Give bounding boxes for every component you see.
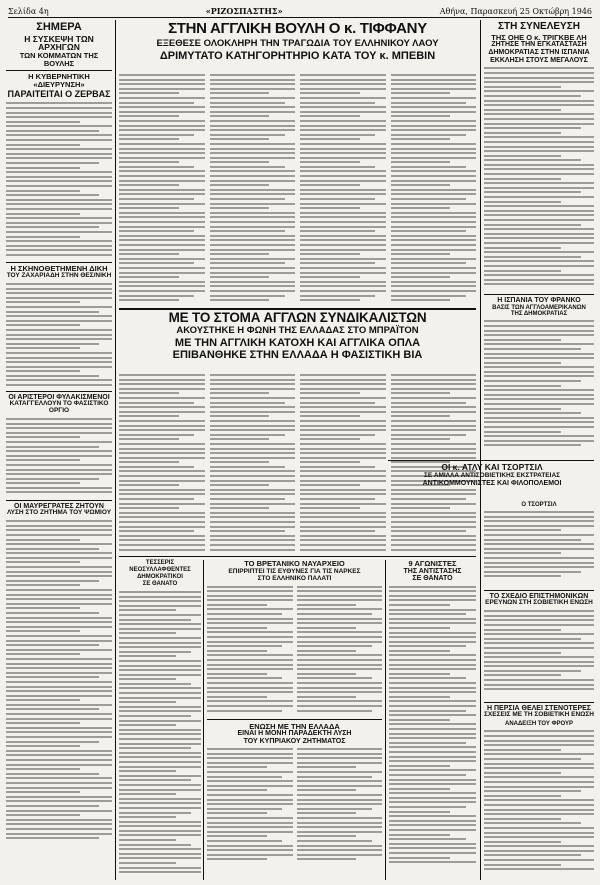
attlee-story bbox=[390, 463, 594, 487]
death-headline-3: ΔΗΜΟΚΡΑΤΙΚΟΙ bbox=[137, 574, 183, 580]
section-rule bbox=[119, 556, 476, 557]
main-headline: ΣΤΗΝ ΑΓΓΛΙΚΗ ΒΟΥΛΗ Ο κ. ΤΙΦΦΑΝΥ bbox=[168, 20, 427, 37]
churchill-subhead: Ο ΤΣΟΡΤΣΙΛ bbox=[521, 502, 557, 508]
article-body bbox=[484, 610, 594, 695]
admiralty-deck: ΣΤΟ ΕΛΛΗΝΙΚΟ ΠΑΛΑΤΙ bbox=[257, 574, 332, 582]
persia-headline: Η ΠΕΡΣΙΑ ΘΕΛΕΙ ΣΤΕΝΟΤΕΡΕΣ bbox=[486, 705, 591, 712]
attlee-headline: ΟΙ κ. ΑΤΛΥ ΚΑΙ ΤΣΟΡΤΣΙΛ bbox=[441, 462, 543, 472]
headline-zachariadis: ΤΟΥ ΖΑΧΑΡΙΑΔΗ ΣΤΗΝ ΘΕΣ/ΝΙΚΗ bbox=[6, 272, 112, 280]
headline-parties: ΤΩΝ ΚΟΜΜΑΤΩΝ ΤΗΣ ΒΟΥΛΗΣ bbox=[19, 51, 99, 69]
headline-meeting: Η ΣΥΣΚΕΨΗ ΤΩΝ ΑΡΧΗΓΩΝ bbox=[24, 33, 94, 53]
un-appeal: ΕΚΚΛΗΣΗ ΣΤΟΥΣ ΜΕΓΑΛΟΥΣ bbox=[490, 57, 588, 65]
death-headline-2: ΝΕΟΣΥΛΛΑΦΘΕΝΤΕΣ bbox=[129, 567, 191, 573]
section-rule bbox=[388, 460, 594, 461]
page-number: Σελίδα 4η bbox=[8, 6, 49, 16]
spain-subheadline: ΒΑΣΙΣ ΤΩΝ ΑΓΓΛΟΑΜΕΡΙΚΑΝΩΝ bbox=[492, 304, 586, 311]
science-subheadline: ΕΡΕΥΝΩΝ ΣΤΗ ΣΟΒΙΕΤΙΚΗ ΕΝΩΣΗ bbox=[485, 599, 593, 607]
fighters-headline-3: ΣΕ ΘΑΝΑΤΟ bbox=[412, 575, 453, 583]
churchill-story bbox=[484, 502, 594, 581]
column-rule bbox=[480, 20, 481, 880]
article-body bbox=[484, 67, 594, 292]
text-column bbox=[300, 74, 386, 306]
paper-title: «ΡΙΖΟΣΠΑΣΤΗΣ» bbox=[205, 6, 283, 16]
column-rule bbox=[203, 560, 204, 880]
fighters-story bbox=[389, 560, 476, 871]
admiralty-headline: ΤΟ ΒΡΕΤΑΝΙΚΟ ΝΑΥΑΡΧΕΙΟ bbox=[244, 559, 345, 568]
text-column bbox=[119, 74, 205, 306]
article-body bbox=[484, 730, 594, 875]
main-story-header bbox=[119, 21, 476, 62]
spain-deck: ΤΗΣ ΔΗΜΟΚΡΑΤΙΑΣ bbox=[510, 311, 568, 318]
science-headline: ΤΟ ΣΧΕΔΙΟ ΕΠΙΣΤΗΜΟΝΙΚΩΝ bbox=[489, 593, 589, 600]
fighters-headline-2: ΤΗΣ ΑΝΤΙΣΤΑΣΗΣ bbox=[403, 567, 462, 575]
article-body bbox=[484, 320, 594, 450]
column-rule bbox=[385, 560, 386, 880]
death-headline-4: ΣΕ ΘΑΝΑΤΟ bbox=[142, 581, 178, 587]
brighton-deck-2: ΕΠΙΒΑΝΘΗΚΕ ΣΤΗΝ ΕΛΛΑΔΑ Η ΦΑΣΙΣΤΙΚΗ ΒΙΑ bbox=[172, 348, 423, 361]
section-rule bbox=[484, 702, 594, 703]
cyprus-headline: ΕΝΩΣΗ ΜΕ ΤΗΝ ΕΛΛΑΔΑ bbox=[249, 721, 340, 731]
admiralty-subheadline: ΕΠΙΡΡΙΠΤΕΙ ΤΙΣ ΕΥΘΥΝΕΣ ΓΙΑ ΤΙΣ ΝΑΡΚΕΣ bbox=[228, 567, 361, 575]
headline-today: ΣΗΜΕΡΑ bbox=[36, 21, 82, 33]
death-sentence-story bbox=[119, 560, 201, 881]
masthead bbox=[8, 5, 592, 18]
main-story-body bbox=[119, 74, 476, 306]
persia-deck: ΑΝΑΔΕΙΞΗ ΤΟΥ ΦΡΟΥΡ bbox=[505, 721, 573, 728]
persia-subheadline: ΣΧΕΣΕΙΣ ΜΕ ΤΗ ΣΟΒΙΕΤΙΚΗ ΕΝΩΣΗ bbox=[484, 711, 594, 719]
headline-cabinet: Η ΚΥΒΕΡΝΗΤΙΚΗ «ΔΙΕΥΡΥΝΣΗ» bbox=[28, 72, 90, 90]
issue-date: Αθήνα, Παρασκευή 25 Οκτώβρη 1946 bbox=[439, 6, 592, 16]
main-deck: ΔΡΙΜΥΤΑΤΟ ΚΑΤΗΓΟΡΗΤΗΡΙΟ ΚΑΤΑ ΤΟΥ κ. ΜΠΕΒΙΝ bbox=[159, 49, 436, 62]
article-body bbox=[119, 591, 201, 881]
brighton-story-header bbox=[119, 311, 476, 361]
text-column bbox=[297, 748, 383, 866]
un-subheadline: ΤΗΣ ΟΗΕ Ο κ. ΤΡΙΓΚΒΕ ΛΗ bbox=[491, 32, 587, 42]
article-body bbox=[484, 511, 594, 581]
article-body bbox=[6, 283, 112, 389]
text-column bbox=[119, 374, 205, 554]
text-column bbox=[210, 374, 296, 554]
article-body bbox=[6, 102, 112, 260]
headline-bread: ΛΥΣΗ ΣΤΟ ΖΗΤΗΜΑ ΤΟΥ ΨΩΜΙΟΥ bbox=[6, 509, 112, 517]
attlee-subheadline: ΣΕ ΑΜΙΛΛΑ ΑΝΤΙΣΟΒΙΕΤΙΚΗΣ ΕΚΣΤΡΑΤΕΙΑΣ bbox=[423, 471, 561, 479]
headline-zervas: ΠΑΡΑΙΤΕΙΤΑΙ Ο ΖΕΡΒΑΣ bbox=[7, 88, 111, 99]
section-rule bbox=[484, 590, 594, 591]
death-headline-1: ΤΕΣΣΕΡΙΣ bbox=[145, 560, 175, 566]
science-story bbox=[484, 593, 594, 695]
un-deck-2: ΔΗΜΟΚΡΑΤΙΑΣ ΣΤΗΝ ΙΣΠΑΝΙΑ bbox=[488, 48, 590, 56]
attlee-deck: ΑΝΤΙΚΟΜΜΟΥΝΙΣΤΕΣ ΚΑΙ ΦΙΛΟΠΟΛΕΜΟΙ bbox=[422, 479, 562, 487]
text-column bbox=[297, 586, 383, 716]
headline-orgy: ΚΑΤΑΓΓΕΛΛΟΥΝ ΤΟ ΦΑΣΙΣΤΙΚΟ ΟΡΓΙΟ bbox=[9, 400, 109, 415]
cyprus-deck: ΤΟΥ ΚΥΠΡΙΑΚΟΥ ΖΗΤΗΜΑΤΟΣ bbox=[243, 737, 346, 745]
cyprus-subheadline: ΕΙΝΑΙ Η ΜΟΝΗ ΠΑΡΑΔΕΚΤΗ ΛΥΣΗ bbox=[237, 730, 352, 738]
text-column bbox=[391, 74, 477, 306]
spain-headline: Η ΙΣΠΑΝΙΑ ΤΟΥ ΦΡΑΝΚΟ bbox=[497, 297, 581, 305]
column-rule bbox=[115, 20, 116, 880]
left-column bbox=[6, 22, 112, 848]
brighton-deck-1: ΜΕ ΤΗΝ ΑΓΓΛΙΚΗ ΚΑΤΟΧΗ ΚΑΙ ΑΓΓΛΙΚΑ ΟΠΛΑ bbox=[174, 337, 421, 350]
headline-prisoners: ΟΙ ΑΡΙΣΤΕΡΟΙ ΦΥΛΑΚΙΣΜΕΝΟΙ bbox=[8, 394, 110, 402]
text-column bbox=[207, 586, 293, 716]
right-column bbox=[484, 22, 594, 450]
article-body bbox=[6, 520, 112, 848]
un-deck-1: ΖΗΤΗΣΕ ΤΗΝ ΕΓΚΑΤΑΣΤΑΣΗ bbox=[491, 41, 587, 49]
fighters-headline-1: 9 ΑΓΩΝΙΣΤΕΣ bbox=[408, 559, 457, 568]
text-column bbox=[300, 374, 386, 554]
text-column bbox=[210, 74, 296, 306]
persia-story bbox=[484, 705, 594, 875]
admiralty-story bbox=[207, 560, 382, 866]
brighton-subheadline: ΑΚΟΥΣΤΗΚΕ Η ΦΩΝΗ ΤΗΣ ΕΛΛΑΔΑΣ ΣΤΟ ΜΠΡΑΪΤΟΝ bbox=[176, 325, 419, 337]
un-headline: ΣΤΗ ΣΥΝΕΛΕΥΣΗ bbox=[498, 21, 580, 32]
brighton-headline: ΜΕ ΤΟ ΣΤΟΜΑ ΑΓΓΛΩΝ ΣΥΝΔΙΚΑΛΙΣΤΩΝ bbox=[168, 310, 427, 325]
headline-trial: Η ΣΚΗΝΟΘΕΤΗΜΕΝΗ ΔΙΚΗ bbox=[10, 264, 108, 274]
text-column bbox=[207, 748, 293, 866]
article-body bbox=[389, 586, 476, 871]
headline-bakers: ΟΙ ΜΑΥΡΕΓΡΑΤΕΣ ΖΗΤΟΥΝ bbox=[14, 502, 104, 510]
main-subheadline: ΕΞΕΘΕΣΕ ΟΛΟΚΛΗΡΗ ΤΗΝ ΤΡΑΓΩΔΙΑ ΤΟΥ ΕΛΛΗΝΙΚΟΥ ΛΑΟΥ bbox=[156, 37, 439, 49]
article-body bbox=[6, 418, 112, 498]
